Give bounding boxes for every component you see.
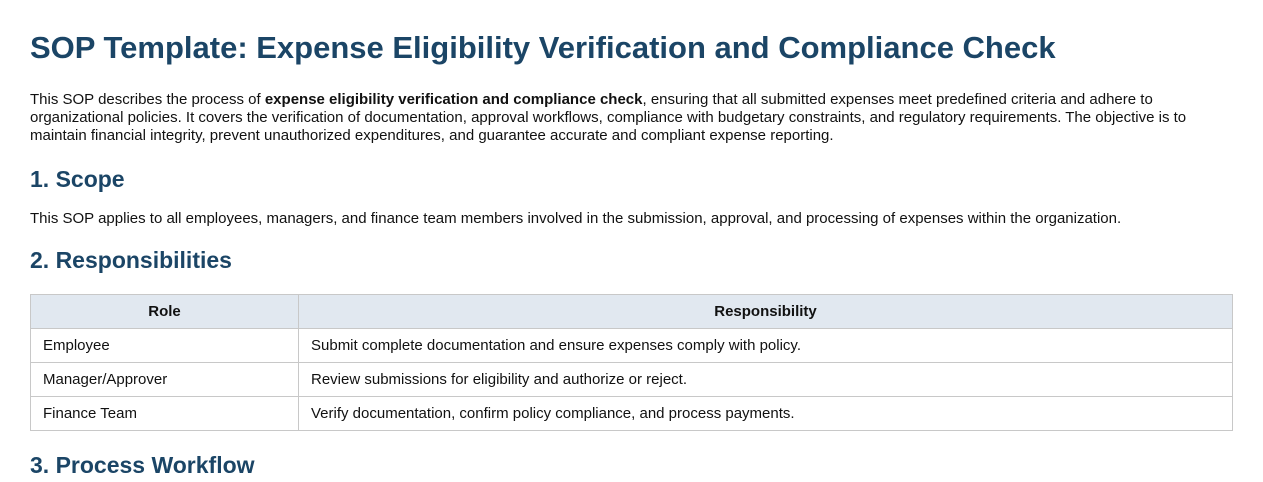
responsibility-cell: Submit complete documentation and ensure expenses comply with policy. [299, 329, 1233, 363]
responsibility-cell: Verify documentation, confirm policy compliance, and process payments. [299, 397, 1233, 431]
column-header-responsibility: Responsibility [299, 295, 1233, 329]
column-header-role: Role [31, 295, 299, 329]
responsibilities-heading: 2. Responsibilities [30, 247, 232, 273]
scope-text: This SOP applies to all employees, managers, and finance team members involved in the submission, approval, and processing of expenses within the organization. [30, 210, 1122, 227]
table-row [31, 363, 1233, 397]
role-cell: Manager/Approver [31, 363, 299, 397]
table-row [31, 329, 1233, 363]
scope-heading: 1. Scope [30, 166, 125, 192]
role-cell: Finance Team [31, 397, 299, 431]
responsibilities-table [30, 294, 1233, 431]
intro-paragraph [30, 91, 1233, 145]
intro-bold-text: expense eligibility verification and compliance check [264, 91, 643, 108]
process-workflow-heading: 3. Process Workflow [30, 452, 255, 478]
intro-text-before: This SOP describes the process of [30, 91, 265, 108]
responsibility-cell: Review submissions for eligibility and authorize or reject. [299, 363, 1233, 397]
role-cell: Employee [31, 329, 299, 363]
intro-text-after: , ensuring that all submitted expenses meet predefined criteria and adhere to organizational policies. It covers the verification of documentation, approval workflows, compliance with budgetary constraints, and regulatory requirements. The objective is to maintain financial integrity, prevent unauthorized expenditures, and guarantee accurate and compliant expense reporting. [30, 91, 1187, 144]
table-row [31, 397, 1233, 431]
table-header-row [31, 295, 1233, 329]
page-title: SOP Template: Expense Eligibility Verification and Compliance Check [30, 30, 1056, 65]
